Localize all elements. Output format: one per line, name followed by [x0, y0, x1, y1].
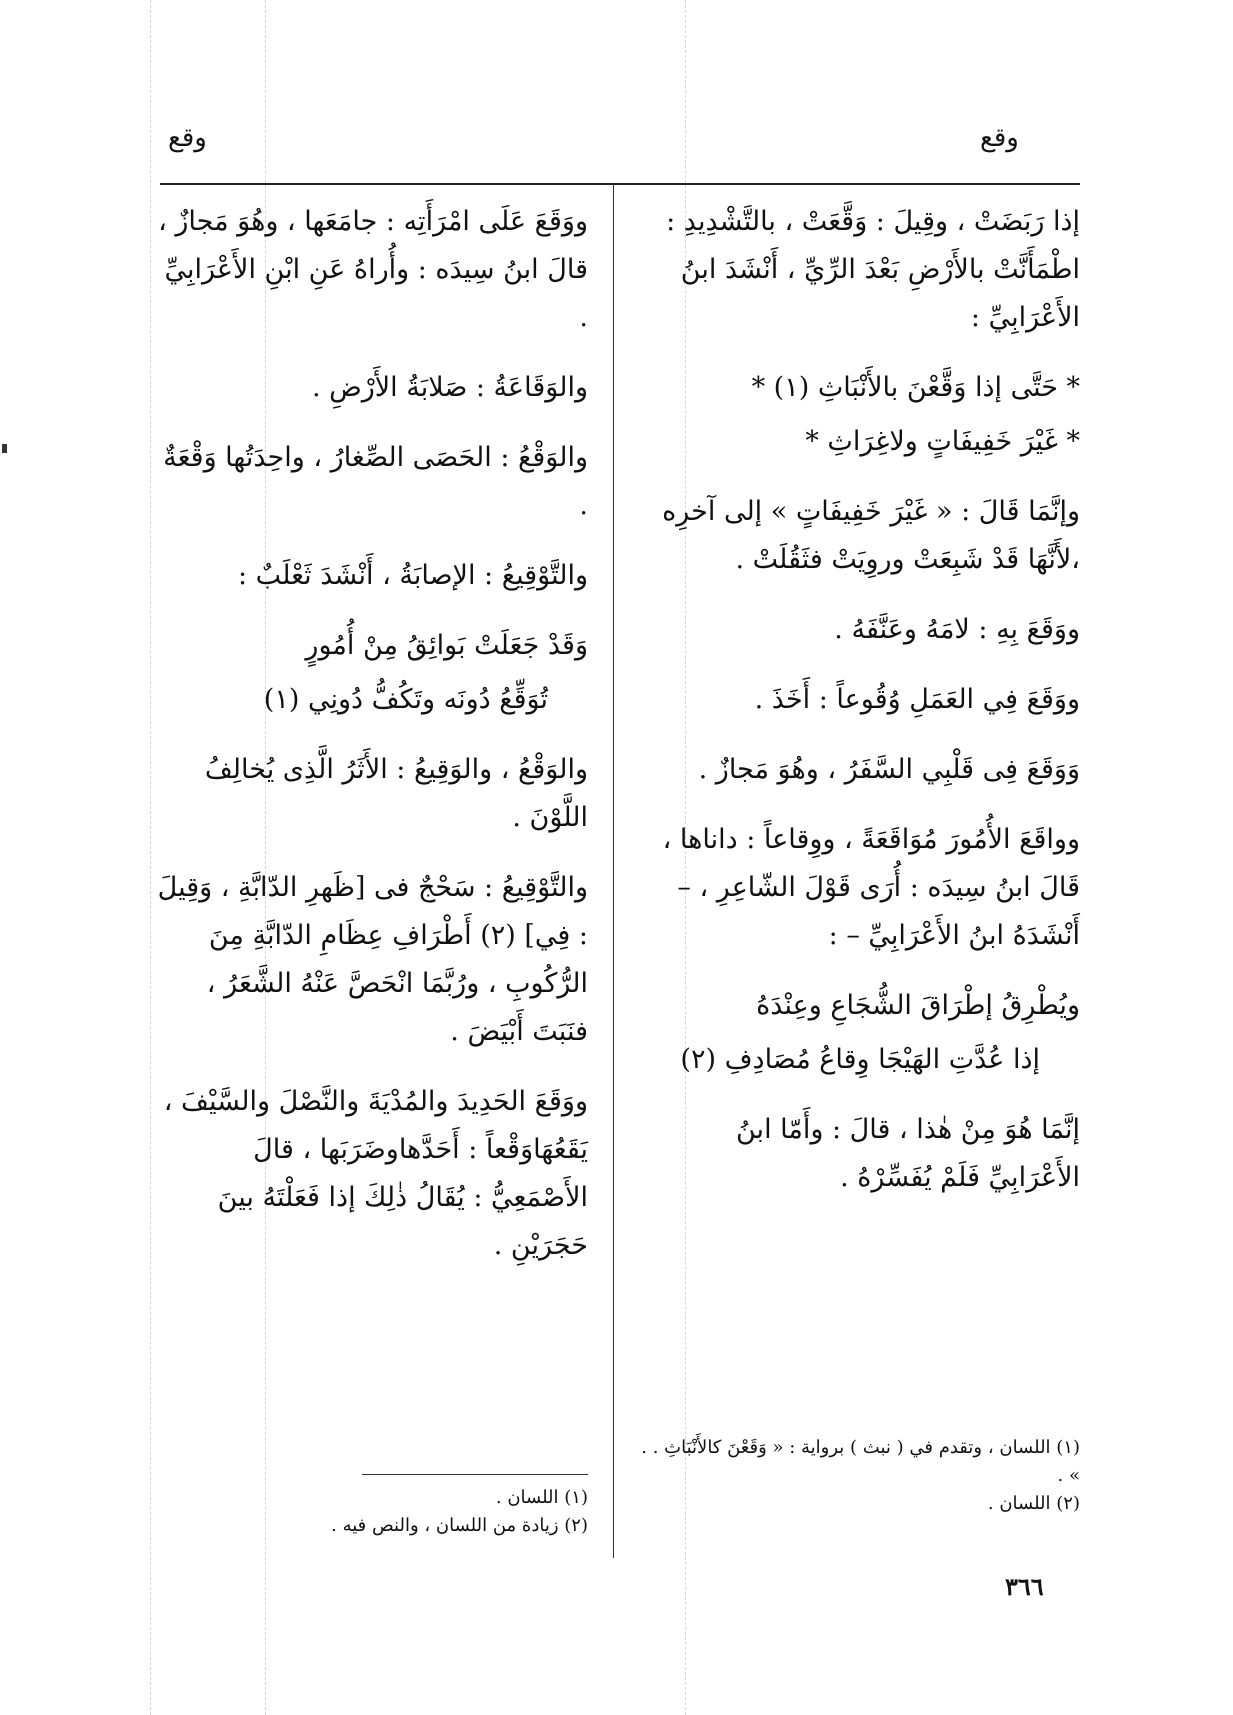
column-divider — [613, 183, 614, 1558]
left-paragraph: والتَّوْقِيعُ : الإصابَةُ ، أَنْشَدَ ثَعْلَبٌ : — [238, 560, 588, 591]
right-paragraph: ووَقَعَ فِي العَمَلِ وُقُوعاً : أَخَذَ . — [754, 684, 1080, 715]
left-paragraph: والوَقْعُ : الحَصَى الصِّغارُ ، واحِدَتُها وَقْعَةٌ . — [163, 442, 588, 521]
page-number: ٣٦٦ — [1005, 1572, 1044, 1601]
verse-line: إذا عُدَّتِ الهَيْجَا وِقاعُ مُصَادِفِ (٢) — [680, 1044, 1040, 1075]
footnote-rule — [362, 1474, 588, 1475]
left-paragraph: والتَّوْقِيعُ : سَحْجٌ فى [ظَهرِ الدّابَّةِ ، وَقِيلَ : فِي] (٢) أَطْرَافِ عِظَامِ الدّابَّةِ مِنَ الرُّكُوبِ ، ورُبَّمَا انْحَصَّ عَنْهُ الشَّعَرُ ، فنَبَتَ أَبْيَضَ . — [157, 872, 588, 1047]
left-paragraph: ووَقَعَ الحَدِيدَ والمُدْيَةَ والنَّصْلَ والسَّيْفَ ، يَقَعُهَاوَقْعاً : أَحَدَّهاوضَرَبَها ، قالَ الأَصْمَعِيُّ : يُقَالُ ذٰلِكَ إذا فَعَلْتَهُ بينَ حَجَرَيْنِ . — [163, 1086, 588, 1261]
left-footnotes — [148, 1484, 588, 1540]
footnote: (١) اللسان . — [495, 1487, 588, 1508]
verse-line: وَقَدْ جَعَلَتْ بَوائِقُ مِنْ أُمُورٍ — [305, 630, 588, 661]
verse-line: ويُطْرِقُ إطْرَاقَ الشُّجَاعِ وعِنْدَهُ — [756, 990, 1080, 1021]
verse-line: * حَتَّى إذا وَقَّعْنَ بالأَنْبَاثِ (١) * — [751, 372, 1080, 403]
footnote: (٢) اللسان . — [987, 1493, 1080, 1514]
right-verse-1 — [640, 364, 1080, 466]
header-rule — [160, 183, 1080, 185]
verse-line: تُوَقِّعُ دُونَه وتَكُفُّ دُونِي (١) — [263, 684, 548, 715]
right-paragraph: وَوَقَعَ فِى قَلْبِي السَّفَرُ ، وهُوَ مَجازٌ . — [698, 754, 1080, 785]
left-paragraph: والوَقَاعَةُ : صَلابَةُ الأَرْضِ . — [311, 372, 588, 403]
header-left: وقع — [168, 123, 207, 153]
right-paragraph: إنَّمَا هُوَ مِنْ هٰذا ، قالَ : وأَمّا ابنُ الأَعْرَابِيِّ فَلَمْ يُفَسِّرْهُ . — [736, 1114, 1080, 1193]
right-verse-2 — [640, 982, 1080, 1084]
right-paragraph: ووَقَعَ بِهِ : لامَهُ وعَنَّفَهُ . — [834, 614, 1080, 645]
header-right: وقع — [980, 123, 1019, 153]
right-paragraph: إذا رَبَضَتْ ، وقِيلَ : وَقَّعَتْ ، بالتَّشْدِيدِ : اطْمَأَنَّتْ بالأَرْضِ بَعْدَ الرِّيِّ ، أَنْشَدَ ابنُ الأَعْرَابِيِّ : — [666, 206, 1080, 333]
margin-mark — [2, 444, 7, 453]
left-verse — [148, 622, 588, 724]
right-paragraph: وإنَّمَا قَالَ : « غَيْرَ خَفِيفَاتٍ » إلى آخرِه ،لأَنَّهَا قَدْ شَبِعَتْ وروِيَتْ فثَقُلَتْ . — [662, 496, 1080, 575]
right-paragraph: وواقَعَ الأُمُورَ مُوَاقَعَةً ، ووِقاعاً : داناها ، قَالَ ابنُ سِيدَه : أُرَى قَوْلَ الشّاعِرِ ، – أَنْشَدَهُ ابنُ الأَعْرَابِيِّ – : — [662, 824, 1080, 951]
left-paragraph: والوَقْعُ ، والوَقِيعُ : الأَثَرُ الَّذِى يُخالِفُ اللَّوْنَ . — [204, 754, 588, 833]
right-column — [640, 198, 1080, 1224]
left-column — [148, 198, 588, 1292]
right-footnotes — [640, 1434, 1080, 1518]
footnote: (٢) زيادة من اللسان ، والنص فيه . — [331, 1515, 588, 1536]
left-paragraph: ووَقَعَ عَلَى امْرَأَتِه : جامَعَها ، وهُوَ مَجازٌ ، قالَ ابنُ سِيدَه : وأُراهُ عَنِ ابْنِ الأَعْرَابِيِّ . — [158, 206, 588, 333]
footnote: (١) اللسان ، وتقدم في ( نبث ) برواية : « وَقَعْنَ كالأَنْبَاثِ . . » . — [641, 1437, 1080, 1486]
verse-line: * غَيْرَ خَفِيفَاتٍ ولاغِرَاثِ * — [805, 426, 1080, 457]
